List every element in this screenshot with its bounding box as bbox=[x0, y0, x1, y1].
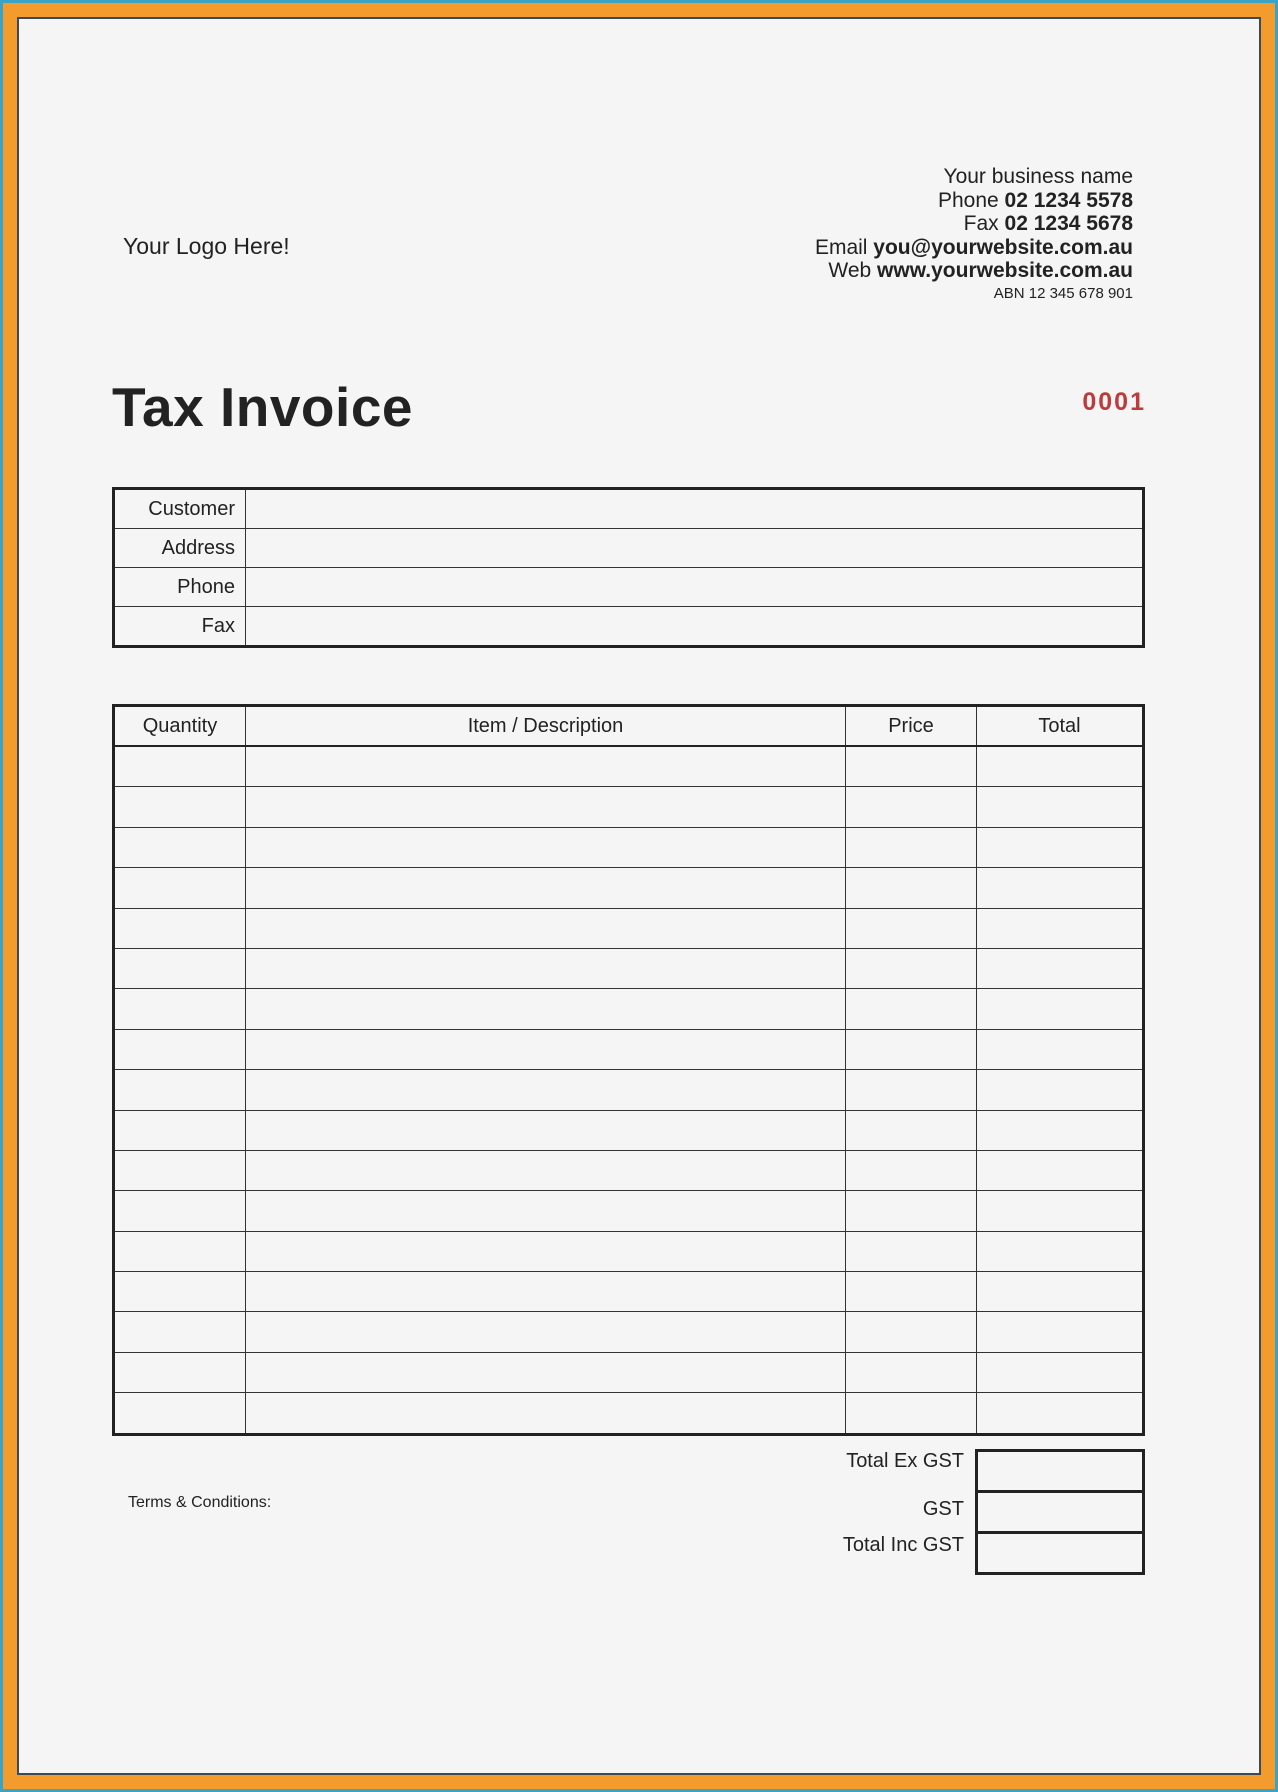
line-item-row bbox=[114, 1110, 1144, 1150]
description-cell[interactable] bbox=[246, 1393, 846, 1434]
quantity-cell[interactable] bbox=[114, 1231, 246, 1271]
quantity-cell[interactable] bbox=[114, 868, 246, 908]
line-item-row bbox=[114, 1272, 1144, 1312]
description-cell[interactable] bbox=[246, 1272, 846, 1312]
line-item-row bbox=[114, 787, 1144, 827]
business-name: Your business name bbox=[943, 165, 1133, 188]
header-total: Total bbox=[977, 706, 1144, 747]
fax-field[interactable] bbox=[246, 607, 1144, 647]
business-abn: ABN 12 345 678 901 bbox=[993, 284, 1133, 302]
price-cell[interactable] bbox=[846, 827, 977, 867]
line-item-row bbox=[114, 1352, 1144, 1392]
total-inc-gst-field[interactable] bbox=[977, 1533, 1144, 1574]
price-cell[interactable] bbox=[846, 746, 977, 787]
line-items-header bbox=[114, 706, 1144, 747]
line-item-row bbox=[114, 1070, 1144, 1110]
invoice-number: 0001 bbox=[1082, 388, 1146, 416]
business-web-value: www.yourwebsite.com.au bbox=[877, 259, 1133, 282]
total-cell[interactable] bbox=[977, 1110, 1144, 1150]
description-cell[interactable] bbox=[246, 1110, 846, 1150]
price-cell[interactable] bbox=[846, 1070, 977, 1110]
line-item-row bbox=[114, 1191, 1144, 1231]
business-email-value: you@yourwebsite.com.au bbox=[873, 235, 1133, 259]
quantity-cell[interactable] bbox=[114, 1312, 246, 1352]
total-cell[interactable] bbox=[977, 1231, 1144, 1271]
phone-field[interactable] bbox=[246, 568, 1144, 607]
total-ex-gst-field[interactable] bbox=[977, 1451, 1144, 1492]
price-cell[interactable] bbox=[846, 1150, 977, 1190]
quantity-cell[interactable] bbox=[114, 1272, 246, 1312]
phone-row bbox=[114, 568, 1144, 607]
line-item-row bbox=[114, 1393, 1144, 1434]
description-cell[interactable] bbox=[246, 908, 846, 948]
description-cell[interactable] bbox=[246, 1070, 846, 1110]
price-cell[interactable] bbox=[846, 868, 977, 908]
total-cell[interactable] bbox=[977, 908, 1144, 948]
line-item-row bbox=[114, 827, 1144, 867]
address-field[interactable] bbox=[246, 529, 1144, 568]
business-phone bbox=[815, 189, 1133, 213]
price-cell[interactable] bbox=[846, 1231, 977, 1271]
total-inc-gst-label: Total Inc GST bbox=[842, 1534, 964, 1556]
quantity-cell[interactable] bbox=[114, 1191, 246, 1231]
header-price: Price bbox=[846, 706, 977, 747]
description-cell[interactable] bbox=[246, 1312, 846, 1352]
price-cell[interactable] bbox=[846, 787, 977, 827]
business-fax-value: 02 1234 5678 bbox=[1004, 212, 1133, 235]
total-cell[interactable] bbox=[977, 1191, 1144, 1231]
total-cell[interactable] bbox=[977, 868, 1144, 908]
quantity-cell[interactable] bbox=[114, 989, 246, 1029]
customer-field[interactable] bbox=[246, 489, 1144, 529]
quantity-cell[interactable] bbox=[114, 1110, 246, 1150]
description-cell[interactable] bbox=[246, 1231, 846, 1271]
line-item-row bbox=[114, 948, 1144, 988]
total-cell[interactable] bbox=[977, 1150, 1144, 1190]
description-cell[interactable] bbox=[246, 1150, 846, 1190]
quantity-cell[interactable] bbox=[114, 1352, 246, 1392]
fax-label: Fax bbox=[114, 607, 246, 647]
gst-label: GST bbox=[922, 1498, 964, 1520]
line-item-row bbox=[114, 1150, 1144, 1190]
gst-field[interactable] bbox=[977, 1492, 1144, 1533]
business-email-label: Email bbox=[814, 235, 868, 259]
description-cell[interactable] bbox=[246, 827, 846, 867]
terms-conditions-label: Terms & Conditions: bbox=[128, 1494, 272, 1511]
price-cell[interactable] bbox=[846, 1352, 977, 1392]
totals-table bbox=[975, 1449, 1145, 1575]
description-cell[interactable] bbox=[246, 989, 846, 1029]
fax-row bbox=[114, 607, 1144, 647]
quantity-cell[interactable] bbox=[114, 827, 246, 867]
customer-label: Customer bbox=[114, 489, 246, 529]
price-cell[interactable] bbox=[846, 1029, 977, 1069]
price-cell[interactable] bbox=[846, 1393, 977, 1434]
business-fax bbox=[815, 212, 1133, 236]
description-cell[interactable] bbox=[246, 1191, 846, 1231]
quantity-cell[interactable] bbox=[114, 1393, 246, 1434]
total-cell[interactable] bbox=[977, 1272, 1144, 1312]
business-phone-label: Phone bbox=[937, 188, 999, 212]
total-cell[interactable] bbox=[977, 827, 1144, 867]
quantity-cell[interactable] bbox=[114, 908, 246, 948]
logo-placeholder: Your Logo Here! bbox=[123, 233, 290, 259]
line-items-table bbox=[112, 704, 1145, 1436]
address-row bbox=[114, 529, 1144, 568]
line-item-row bbox=[114, 868, 1144, 908]
price-cell[interactable] bbox=[846, 948, 977, 988]
total-cell[interactable] bbox=[977, 746, 1144, 787]
customer-row bbox=[114, 489, 1144, 529]
total-cell[interactable] bbox=[977, 989, 1144, 1029]
customer-details-table bbox=[112, 487, 1145, 648]
description-cell[interactable] bbox=[246, 787, 846, 827]
total-ex-gst-label: Total Ex GST bbox=[846, 1450, 964, 1472]
line-item-row bbox=[114, 908, 1144, 948]
quantity-cell[interactable] bbox=[114, 1029, 246, 1069]
business-web-label: Web bbox=[828, 259, 872, 282]
quantity-cell[interactable] bbox=[114, 787, 246, 827]
document-title: Tax Invoice bbox=[112, 376, 413, 438]
line-item-row bbox=[114, 746, 1144, 787]
business-web bbox=[815, 259, 1133, 283]
total-cell[interactable] bbox=[977, 1312, 1144, 1352]
business-details bbox=[815, 165, 1133, 305]
price-cell[interactable] bbox=[846, 1272, 977, 1312]
description-cell[interactable] bbox=[246, 1029, 846, 1069]
description-cell[interactable] bbox=[246, 948, 846, 988]
address-label: Address bbox=[114, 529, 246, 568]
phone-label: Phone bbox=[114, 568, 246, 607]
quantity-cell[interactable] bbox=[114, 1070, 246, 1110]
business-email bbox=[815, 236, 1133, 260]
price-cell[interactable] bbox=[846, 1110, 977, 1150]
business-phone-value: 02 1234 5578 bbox=[1004, 188, 1133, 212]
description-cell[interactable] bbox=[246, 746, 846, 787]
price-cell[interactable] bbox=[846, 989, 977, 1029]
price-cell[interactable] bbox=[846, 908, 977, 948]
quantity-cell[interactable] bbox=[114, 948, 246, 988]
total-cell[interactable] bbox=[977, 948, 1144, 988]
line-items-body bbox=[114, 746, 1144, 1434]
header-description: Item / Description bbox=[246, 706, 846, 747]
quantity-cell[interactable] bbox=[114, 1150, 246, 1190]
total-cell[interactable] bbox=[977, 1352, 1144, 1392]
total-cell[interactable] bbox=[977, 1070, 1144, 1110]
line-item-row bbox=[114, 1029, 1144, 1069]
line-item-row bbox=[114, 989, 1144, 1029]
description-cell[interactable] bbox=[246, 1352, 846, 1392]
totals-labels bbox=[843, 1449, 964, 1575]
line-item-row bbox=[114, 1312, 1144, 1352]
line-item-row bbox=[114, 1231, 1144, 1271]
total-cell[interactable] bbox=[977, 1029, 1144, 1069]
total-cell[interactable] bbox=[977, 787, 1144, 827]
header-quantity: Quantity bbox=[114, 706, 246, 747]
price-cell[interactable] bbox=[846, 1312, 977, 1352]
quantity-cell[interactable] bbox=[114, 746, 246, 787]
total-cell[interactable] bbox=[977, 1393, 1144, 1434]
price-cell[interactable] bbox=[846, 1191, 977, 1231]
description-cell[interactable] bbox=[246, 868, 846, 908]
business-fax-label: Fax bbox=[963, 212, 999, 235]
